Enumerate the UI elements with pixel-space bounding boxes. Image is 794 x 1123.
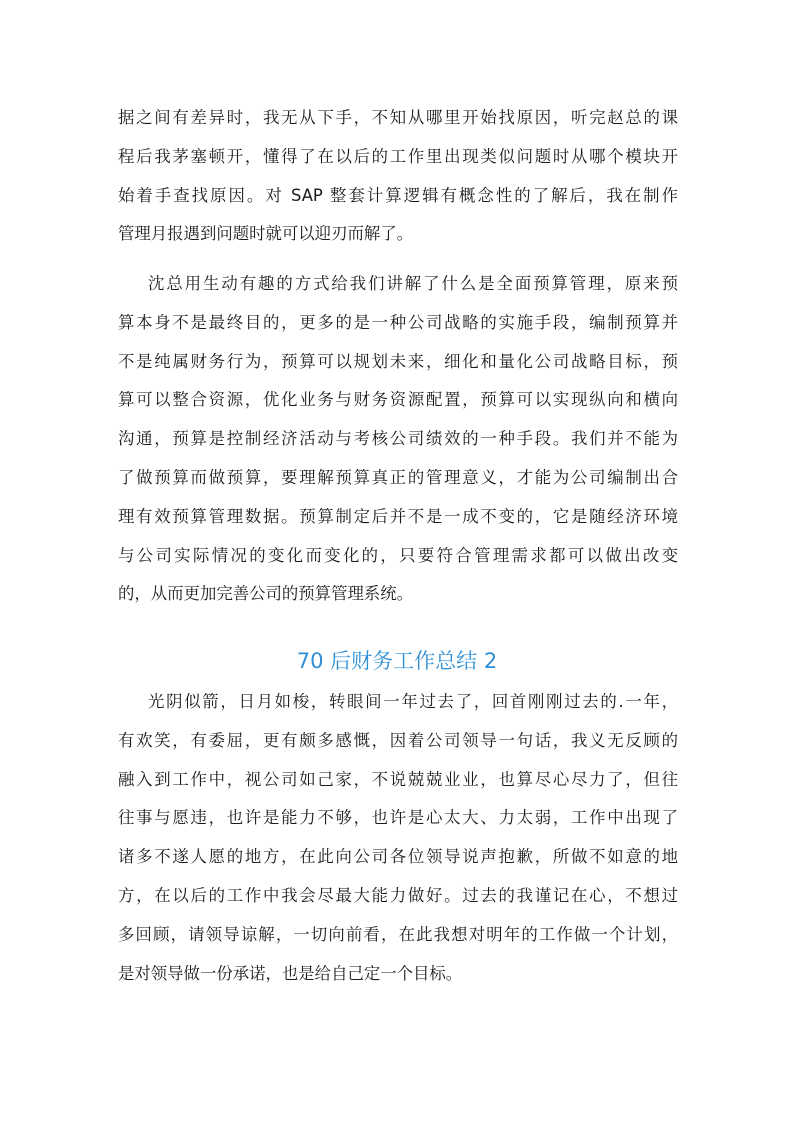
paragraph-budget-management <box>118 265 678 614</box>
text-line: 程后我茅塞顿开，懂得了在以后的工作里出现类似问题时从哪个模块开 <box>118 146 678 166</box>
text-line: 与公司实际情况的变化而变化的，只要符合管理需求都可以做出改变 <box>118 545 678 565</box>
text-line: 多回顾，请领导谅解，一切向前看，在此我想对明年的工作做一个计划， <box>118 924 678 944</box>
text-line: 融入到工作中，视公司如己家，不说兢兢业业，也算尽心尽力了，但往 <box>118 769 678 789</box>
text-line: 的，从而更加完善公司的预算管理系统。 <box>118 584 414 604</box>
text-line: 始着手查找原因。对 SAP 整套计算逻辑有概念性的了解后，我在制作 <box>118 185 678 205</box>
text-line: 沈总用生动有趣的方式给我们讲解了什么是全面预算管理，原来预 <box>148 274 678 293</box>
text-line: 理有效预算管理数据。预算制定后并不是一成不变的，它是随经济环境 <box>118 506 678 526</box>
section-heading: 70 后财务工作总结 2 <box>296 649 498 673</box>
text-line: 了做预算而做预算，要理解预算真正的管理意义，才能为公司编制出合 <box>118 467 678 487</box>
paragraph-year-review <box>118 683 678 993</box>
paragraph-continuation <box>118 99 678 254</box>
text-line: 诸多不遂人愿的地方，在此向公司各位领导说声抱歉，所做不如意的地 <box>118 847 678 867</box>
text-line: 往事与愿违，也许是能力不够，也许是心太大、力太弱，工作中出现了 <box>118 808 678 828</box>
text-line: 方，在以后的工作中我会尽最大能力做好。过去的我谨记在心，不想过 <box>118 885 678 905</box>
text-line: 是对领导做一份承诺，也是给自己定一个目标。 <box>118 963 463 983</box>
text-line: 算本身不是最终目的，更多的是一种公司战略的实施手段，编制预算并 <box>118 312 678 332</box>
text-line: 管理月报遇到问题时就可以迎刃而解了。 <box>118 224 414 244</box>
text-line: 据之间有差异时，我无从下手，不知从哪里开始找原因，听完赵总的课 <box>118 108 678 127</box>
text-line: 光阴似箭，日月如梭，转眼间一年过去了，回首刚刚过去的.一年， <box>148 692 678 711</box>
text-line: 算可以整合资源，优化业务与财务资源配置，预算可以实现纵向和横向 <box>118 390 678 410</box>
text-line: 沟通，预算是控制经济活动与考核公司绩效的一种手段。我们并不能为 <box>118 429 678 449</box>
text-line: 有欢笑，有委屈，更有颇多感慨，因着公司领导一句话，我义无反顾的 <box>118 730 678 750</box>
text-line: 不是纯属财务行为，预算可以规划未来，细化和量化公司战略目标，预 <box>118 351 678 371</box>
